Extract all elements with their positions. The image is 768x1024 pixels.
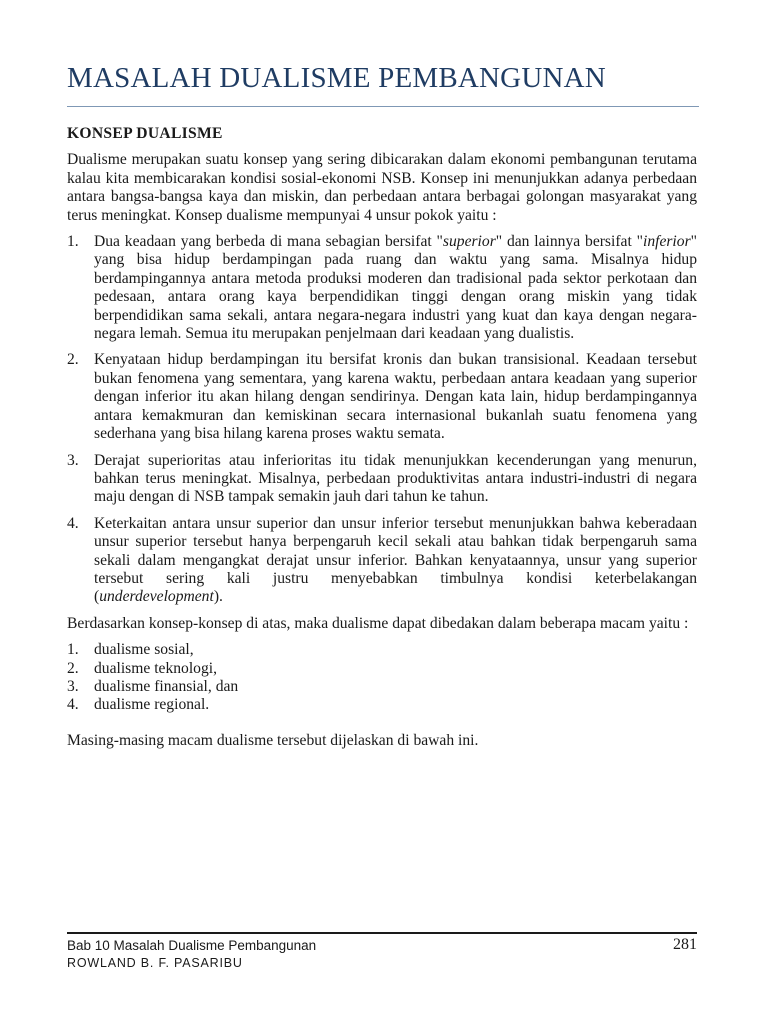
- list-number: 3.: [67, 451, 79, 469]
- section-heading: KONSEP DUALISME: [67, 125, 223, 142]
- footer-author: ROWLAND B. F. PASARIBU: [67, 956, 243, 970]
- page-number: 281: [673, 936, 697, 953]
- list-text: " dan lainnya bersifat ": [495, 233, 643, 251]
- emphasis-inferior: inferior: [642, 233, 691, 251]
- list-item: [67, 351, 697, 443]
- list-item: [67, 233, 697, 343]
- list-text: dualisme finansial, dan: [94, 677, 239, 695]
- page-content: [67, 125, 697, 750]
- list-text: Keterkaitan antara unsur superior dan unsur inferior tersebut menunjukkan bahwa keberadaan unsur superior tersebut hanya berpengaruh kecil sekali atau bahkan tidak berpengaruh sama sekali dalam mengangkat derajat unsur inferior. Bahkan kenyataannya, unsur yang superior tersebut sering kali justru menyebabkan timbulnya kondisi keterbelakangan (: [94, 514, 697, 606]
- list-text: ).: [213, 588, 223, 606]
- list-item: [67, 515, 697, 607]
- intro-paragraph: Dualisme merupakan suatu konsep yang sering dibicarakan dalam ekonomi pembangunan terutama kalau kita membicarakan kondisi sosial-ekonomi NSB. Konsep ini menunjukkan adanya perbedaan antara bangsa-bangsa kaya dan miskin, dan perbedaan antara berbagai golongan masyarakat yang terus meningkat. Konsep dualisme mempunyai 4 unsur pokok yaitu :: [67, 151, 697, 224]
- list-item: [67, 660, 697, 678]
- footer-divider: [67, 932, 697, 934]
- list-number: 1.: [67, 641, 79, 659]
- list-item: [67, 696, 697, 714]
- key-elements-list: [67, 233, 697, 607]
- list-text: " yang bisa hidup berdampingan pada ruang dan waktu yang sama. Misalnya hidup berdampingannya antara metoda produksi moderen dan tradisional pada sektor perkotaan dan pedesaan, antara orang kaya berpendidikan tinggi dengan orang miskin yang tidak berpendidikan sama sekali, antara negara-negara industri yang kuat dan kaya dengan negara-negara lemah. Semua itu merupakan penjelmaan dari keadaan yang dualistis.: [94, 233, 698, 343]
- emphasis-underdevelopment: underdevelopment: [99, 588, 214, 606]
- list-number: 4.: [67, 696, 79, 714]
- list-number: 1.: [67, 233, 79, 251]
- list-text: Derajat superioritas atau inferioritas itu tidak menunjukkan kecenderungan yang menurun, bahkan terus meningkat. Misalnya, perbedaan produktivitas antara industri-industri di negara maju dengan di NSB tampak semakin jauh dari tahun ke tahun.: [94, 451, 697, 506]
- emphasis-superior: superior: [442, 233, 496, 251]
- title-divider: [67, 106, 699, 107]
- list-item: [67, 641, 697, 659]
- footer-chapter-title: Bab 10 Masalah Dualisme Pembangunan: [67, 938, 317, 953]
- list-number: 2.: [67, 659, 79, 677]
- page-title: MASALAH DUALISME PEMBANGUNAN: [67, 62, 606, 94]
- list-number: 2.: [67, 351, 79, 369]
- list-text: dualisme sosial,: [94, 641, 194, 659]
- dualism-types-list: [67, 641, 697, 715]
- list-text: dualisme regional.: [94, 696, 210, 714]
- list-item: [67, 678, 697, 696]
- list-text: dualisme teknologi,: [94, 659, 217, 677]
- list-text: Kenyataan hidup berdampingan itu bersifat kronis dan bukan transisional. Keadaan tersebut bukan fenomena yang sementara, yang karena waktu, perbedaan antara keadaan yang superior dengan inferior itu akan hilang dengan sendirinya. Dengan kata lain, hidup berdampingannya antara kemakmuran dan kemiskinan secara internasional bukanlah suatu fenomena yang sederhana yang bisa hilang karena proses waktu semata.: [94, 351, 697, 443]
- list-number: 3.: [67, 677, 79, 695]
- list-item: [67, 452, 697, 507]
- types-intro-paragraph: Berdasarkan konsep-konsep di atas, maka dualisme dapat dibedakan dalam beberapa macam yaitu :: [67, 614, 689, 632]
- list-text: Dua keadaan yang berbeda di mana sebagian bersifat ": [94, 233, 443, 251]
- closing-paragraph: Masing-masing macam dualisme tersebut dijelaskan di bawah ini.: [67, 731, 479, 749]
- list-number: 4.: [67, 514, 79, 532]
